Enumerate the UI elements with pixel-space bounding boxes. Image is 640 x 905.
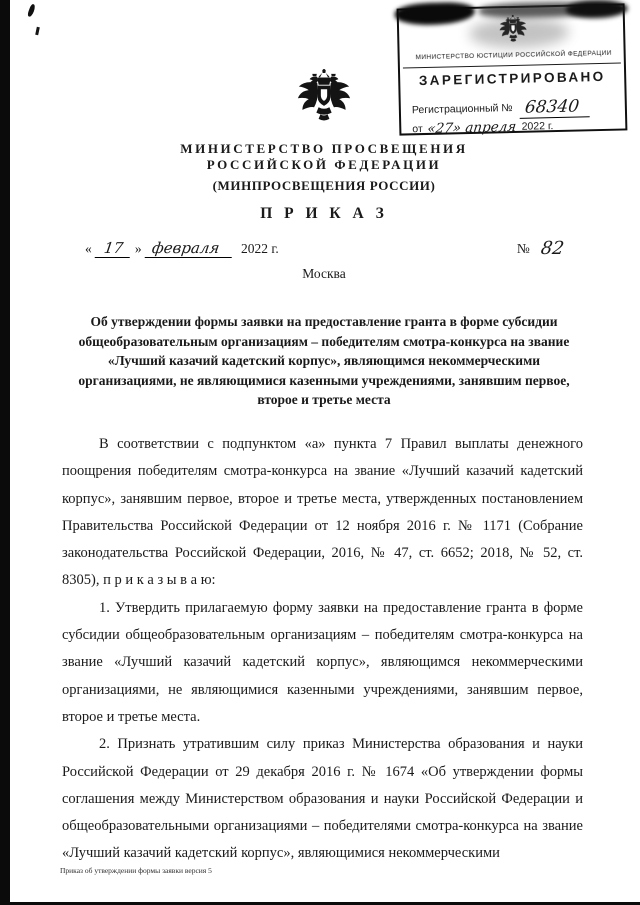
date-quote-open: « [85, 241, 92, 256]
city-label: Москва [302, 266, 346, 281]
ministry-header [8, 141, 640, 194]
stamp-date-row [412, 116, 617, 137]
stamp-reg-number-handwritten: 68340 [519, 96, 592, 119]
ministry-name-line2: РОССИЙСКОЙ ФЕДЕРАЦИИ [206, 157, 442, 172]
justice-registration-stamp [397, 3, 628, 135]
order-number-label: № [516, 241, 530, 256]
footer-version-label: Приказ об утверждении формы заявки версия 5 [60, 866, 212, 875]
double-headed-eagle-icon [297, 64, 351, 136]
double-headed-eagle-icon [499, 14, 528, 49]
stamp-ink-smudge [394, 2, 474, 26]
coat-of-arms [297, 64, 351, 136]
date-year: 2022 г. [240, 241, 279, 256]
stamp-registered-label: ЗАРЕГИСТРИРОВАНО [418, 68, 606, 89]
ministry-name-line1: МИНИСТЕРСТВО ПРОСВЕЩЕНИЯ [180, 141, 468, 156]
date-month-handwritten: февраля [144, 239, 234, 258]
order-date [85, 239, 279, 258]
order-heading: П Р И К А З [260, 205, 388, 222]
body-paragraph-1: В соответствии с подпунктом «а» пункта 7 Правил выплаты денежного поощрения победителям смотра-конкурса на звание «Лучший казачий кадетский корпус», занявшим первое, второе и третье места, утвержденных постановлением Правительства Российской Федерации от 12 ноября 2016 г. № 1171 (Собрание законодательства Российской Федерации, 2016, № 47, ст. 6652; 2018, № 52, ст. 8305), п р и к а з ы в а ю: [62, 436, 583, 589]
scan-artifact-mark [27, 4, 36, 18]
scan-edge-left [0, 0, 10, 905]
date-quote-close: » [134, 241, 142, 256]
date-day-handwritten: 17 [94, 239, 132, 258]
stamp-reg-number-label: Регистрационный № [411, 101, 513, 117]
stamp-date-prefix: от [412, 123, 423, 136]
ministry-short-name: (МИНПРОСВЕЩЕНИЯ РОССИИ) [212, 178, 436, 193]
stamp-divider [403, 63, 621, 69]
stamp-ministry-label: МИНИСТЕРСТВО ЮСТИЦИИ РОССИЙСКОЙ ФЕДЕРАЦИИ [415, 49, 612, 62]
order-date-number-row [85, 237, 564, 258]
stamp-ink-smudge [565, 0, 627, 19]
order-number [517, 237, 564, 258]
stamp-date-year: 2022 г. [521, 120, 554, 133]
body-paragraph-2: 1. Утвердить прилагаемую форму заявки на предоставление гранта в форме субсидии общеобразовательным организациям – победителям смотра-конкурса на звание «Лучший казачий кадетский корпус», являющимся некоммерческими организациями, не являющимися казенными учреждениями, занявшим первое, второе и третье места. [62, 599, 583, 725]
order-number-handwritten: 82 [539, 238, 566, 259]
body-paragraph-3: 2. Признать утратившим силу приказ Министерства образования и науки Российской Федерации от 29 декабря 2016 г. № 1674 «Об утверждении формы соглашения между Министерством образования и науки Российской Федерации и общеобразовательными организациями – победителями смотра-конкурса на звание «Лучший казачий кадетский корпус», являющимися некоммерческими [62, 736, 583, 862]
stamp-date-handwritten: «27» апреля [426, 118, 518, 137]
order-subject-title: Об утверждении формы заявки на предоставление гранта в форме субсидии общеобразовательным организациям – победителям смотра-конкурса на звание «Лучший казачий кадетский корпус», являющимся некоммерческими организациями, не являющимися казенными учреждениями, занявшим первое, второе и третье места [78, 314, 570, 407]
order-body [62, 431, 583, 868]
scan-artifact-mark [35, 27, 40, 35]
